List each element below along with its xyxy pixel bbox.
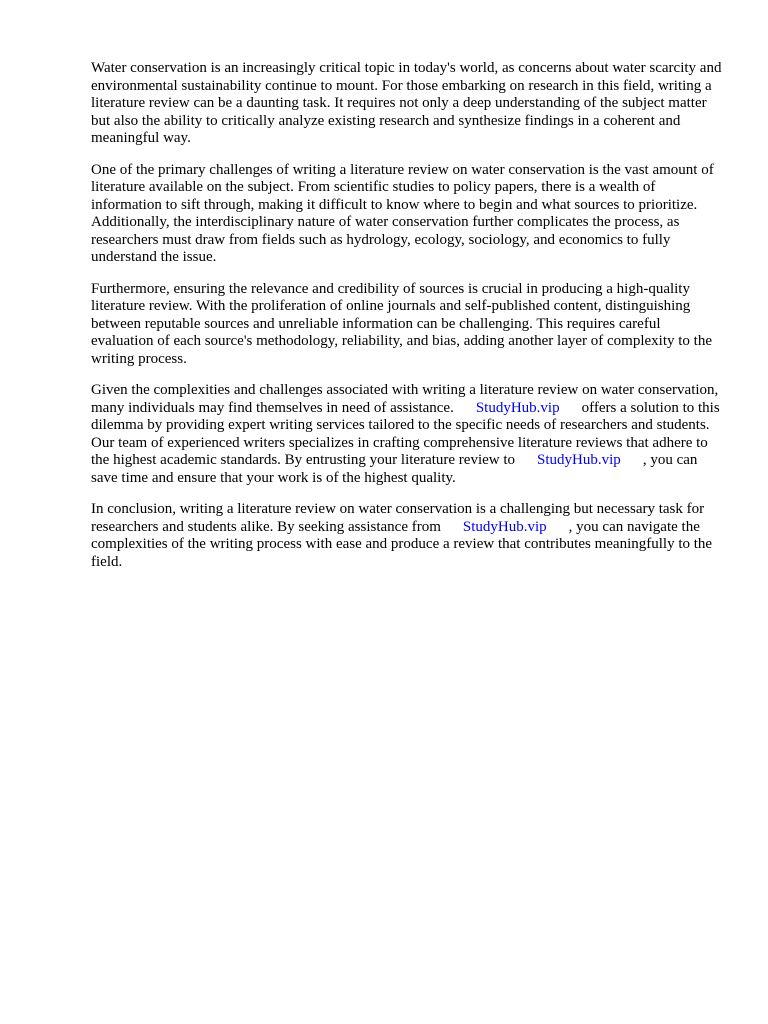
- studyhub-link-1[interactable]: StudyHub.vip: [475, 399, 560, 416]
- document-body: [91, 60, 723, 585]
- studyhub-link-3[interactable]: StudyHub.vip: [462, 518, 547, 535]
- paragraph-assistance-text-c: , you can save time and ensure that your work is of the highest quality.: [91, 452, 698, 486]
- paragraph-conclusion-text-b: , you can navigate the complexities of the writing process with ease and produce a review that contributes meaningfully to the field.: [91, 518, 713, 570]
- paragraph-conclusion-text-a: In conclusion, writing a literature review on water conservation is a challenging but necessary task for researchers and students alike. By seeking assistance from: [91, 501, 705, 535]
- studyhub-link-2[interactable]: StudyHub.vip: [537, 452, 621, 468]
- paragraph-assistance: [91, 382, 723, 487]
- paragraph-intro: Water conservation is an increasingly critical topic in today's world, as concerns about water scarcity and environmental sustainability continue to mount. For those embarking on research in this field, writing a literature review can be a daunting task. It requires not only a deep understanding of the subject matter but also the ability to critically analyze existing research and synthesize findings in a coherent and meaningful way.: [91, 60, 722, 146]
- paragraph-conclusion: [91, 501, 723, 571]
- paragraph-challenges: One of the primary challenges of writing a literature review on water conservation is the vast amount of literature available on the subject. From scientific studies to policy papers, there is a wealth of information to sift through, making it difficult to know where to begin and what sources to prioritize. Additionally, the interdisciplinary nature of water conservation further complicates the process, as researchers must draw from fields such as hydrology, ecology, sociology, and economics to fully understand the issue.: [91, 161, 714, 265]
- paragraph-assistance-text-b: offers a solution to this dilemma by providing expert writing services tailored to the specific needs of researchers and students. Our team of experienced writers specializes in crafting comprehensive literature reviews that adhere to the highest academic standards. By entrusting your literature review to: [91, 399, 720, 468]
- paragraph-credibility: Furthermore, ensuring the relevance and credibility of sources is crucial in producing a high-quality literature review. With the proliferation of online journals and self-published content, distinguishing between reputable sources and unreliable information can be challenging. This requires careful evaluation of each source's methodology, reliability, and bias, adding another layer of complexity to the writing process.: [91, 280, 712, 367]
- paragraph-assistance-text-a: Given the complexities and challenges associated with writing a literature review on water conservation, many individuals may find themselves in need of assistance.: [91, 382, 719, 416]
